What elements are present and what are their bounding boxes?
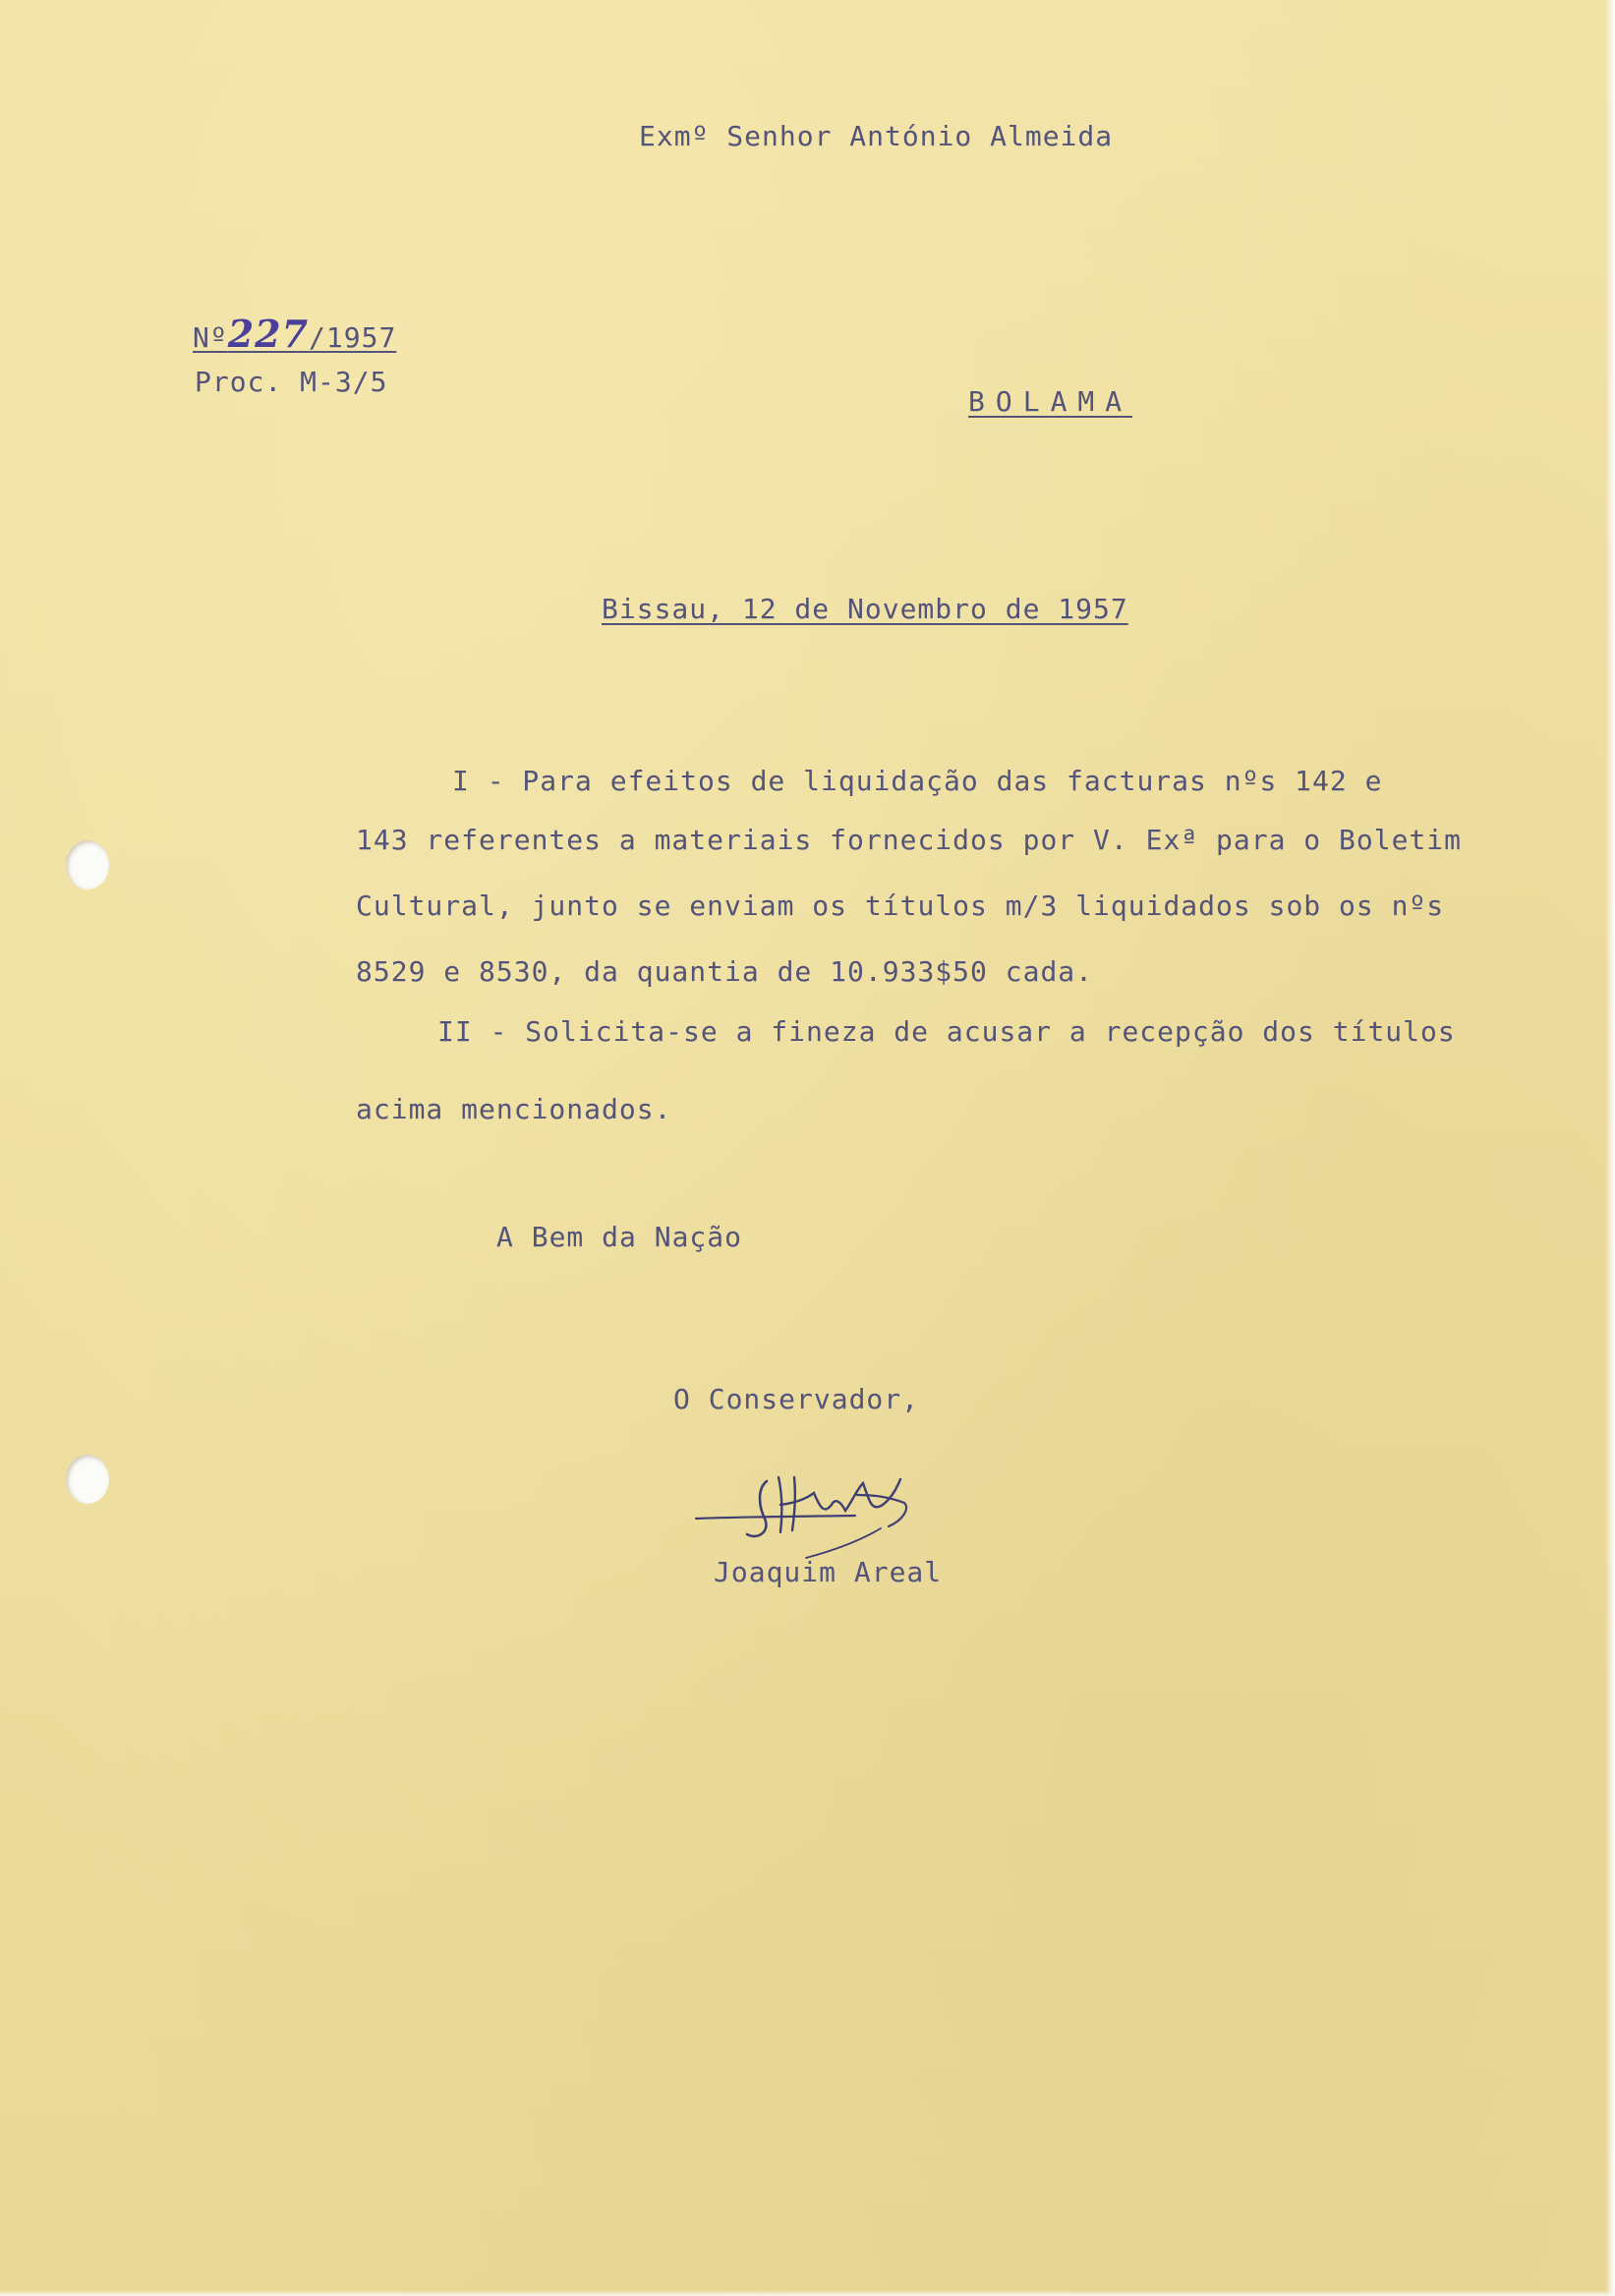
handwritten-reference-number: 227 xyxy=(227,312,310,356)
body-line-5: II - Solicita-se a fineza de acusar a recepção dos títulos xyxy=(437,1015,1456,1048)
reference-number xyxy=(193,312,397,356)
paper-right-edge xyxy=(1605,0,1615,2296)
reference-year: /1957 xyxy=(309,321,397,354)
punch-hole-bottom xyxy=(66,1455,109,1504)
signatory-title: O Conservador, xyxy=(673,1383,920,1415)
body-line-6: acima mencionados. xyxy=(356,1093,672,1125)
signatory-name: Joaquim Areal xyxy=(714,1556,943,1588)
body-line-1: I - Para efeitos de liquidação das facturas nºs 142 e xyxy=(452,765,1383,797)
body-line-4: 8529 e 8530, da quantia de 10.933$50 cada. xyxy=(356,955,1094,988)
date-line: Bissau, 12 de Novembro de 1957 xyxy=(602,593,1128,625)
process-reference: Proc. M-3/5 xyxy=(195,366,388,398)
body-line-2: 143 referentes a materiais fornecidos por V. Exª para o Boletim xyxy=(356,824,1463,856)
closing-salutation: A Bem da Nação xyxy=(496,1221,743,1253)
punch-hole-top xyxy=(66,840,109,890)
handwritten-signature xyxy=(688,1460,983,1568)
reference-prefix: Nº xyxy=(193,321,228,354)
paper-bottom-edge xyxy=(0,2290,1615,2296)
destination-city: BOLAMA xyxy=(968,385,1133,418)
body-line-3: Cultural, junto se enviam os títulos m/3 liquidados sob os nºs xyxy=(356,890,1445,922)
addressee-line: Exmº Senhor António Almeida xyxy=(639,120,1114,152)
